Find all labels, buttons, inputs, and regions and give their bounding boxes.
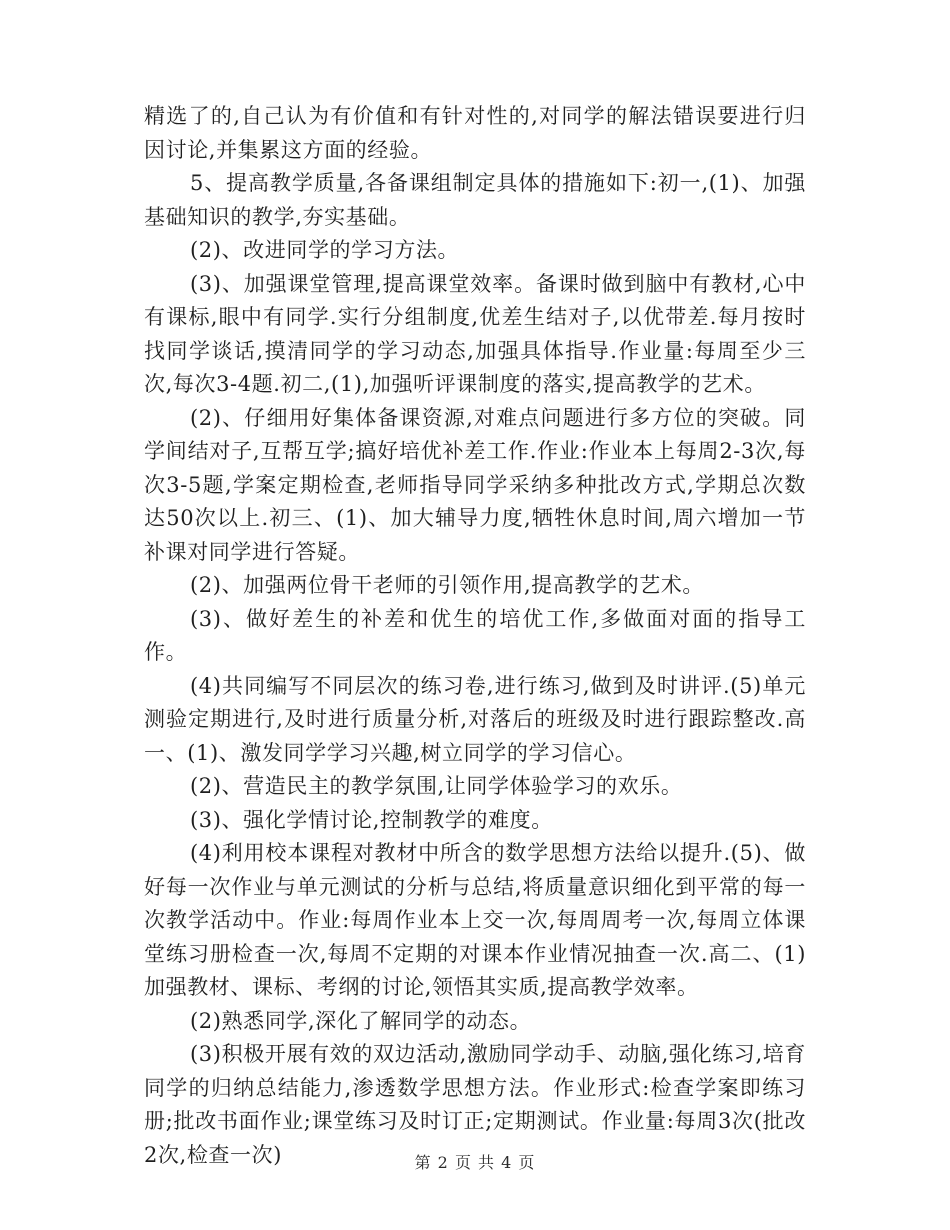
paragraph: (2)、加强两位骨干老师的引领作用,提高教学的艺术。 — [190, 573, 705, 597]
paragraph: (3)积极开展有效的双边活动,激励同学动手、动脑,强化练习,培育同学的归纳总结能力,渗透数学思想方法。作业形式:检查学案即练习册;批改书面作业;课堂练习及时订正;定期测试。作业量:每周3次(批改2次,检查一次) — [144, 1042, 806, 1167]
paragraph: (2)、营造民主的教学氛围,让同学体验学习的欢乐。 — [190, 774, 683, 798]
paragraph: (2)、仔细用好集体备课资源,对难点问题进行多方位的突破。同学间结对子,互帮互学;搞好培优补差工作.作业:作业本上每周2-3次,每次3-5题,学案定期检查,老师指导同学采纳多种批改方式,学期总次数达50次以上.初三、(1)、加大辅导力度,牺牲休息时间,周六增加一节补课对同学进行答疑。 — [144, 405, 806, 564]
paragraph: 精选了的,自己认为有价值和有针对性的,对同学的解法错误要进行归因讨论,并集累这方面的经验。 — [144, 104, 806, 162]
document-body — [144, 100, 806, 1172]
paragraph: (3)、强化学情讨论,控制教学的难度。 — [190, 807, 553, 832]
paragraph: (3)、做好差生的补差和优生的培优工作,多做面对面的指导工作。 — [144, 606, 806, 664]
paragraph: (4)共同编写不同层次的练习卷,进行练习,做到及时讲评.(5)单元测验定期进行,及时进行质量分析,对落后的班级及时进行跟踪整改.高一、(1)、激发同学学习兴趣,树立同学的学习信心。 — [144, 673, 806, 765]
paragraph: (2)熟悉同学,深化了解同学的动态。 — [190, 1008, 532, 1033]
paragraph: (3)、加强课堂管理,提高课堂效率。备课时做到脑中有教材,心中有课标,眼中有同学.实行分组制度,优差生结对子,以优带差.每月按时找同学谈话,摸清同学的学习动态,加强具体指导.作业量:每周至少三次,每次3-4题.初二,(1),加强听评课制度的落实,提高教学的艺术。 — [144, 271, 806, 396]
paragraph: (2)、改进同学的学习方法。 — [190, 238, 460, 262]
page-number-footer: 第 2 页 共 4 页 — [414, 1153, 536, 1172]
paragraph: 5、提高教学质量,各备课组制定具体的措施如下:初一,(1)、加强基础知识的教学,夯实基础。 — [144, 171, 806, 229]
paragraph: (4)利用校本课程对教材中所含的数学思想方法给以提升.(5)、做好每一次作业与单元测试的分析与总结,将质量意识细化到平常的每一次教学活动中。作业:每周作业本上交一次,每周周考一次,每周立体课堂练习册检查一次,每周不定期的对课本作业情况抽查一次.高二、(1)加强教材、课标、考纲的讨论,领悟其实质,提高教学效率。 — [144, 841, 806, 999]
